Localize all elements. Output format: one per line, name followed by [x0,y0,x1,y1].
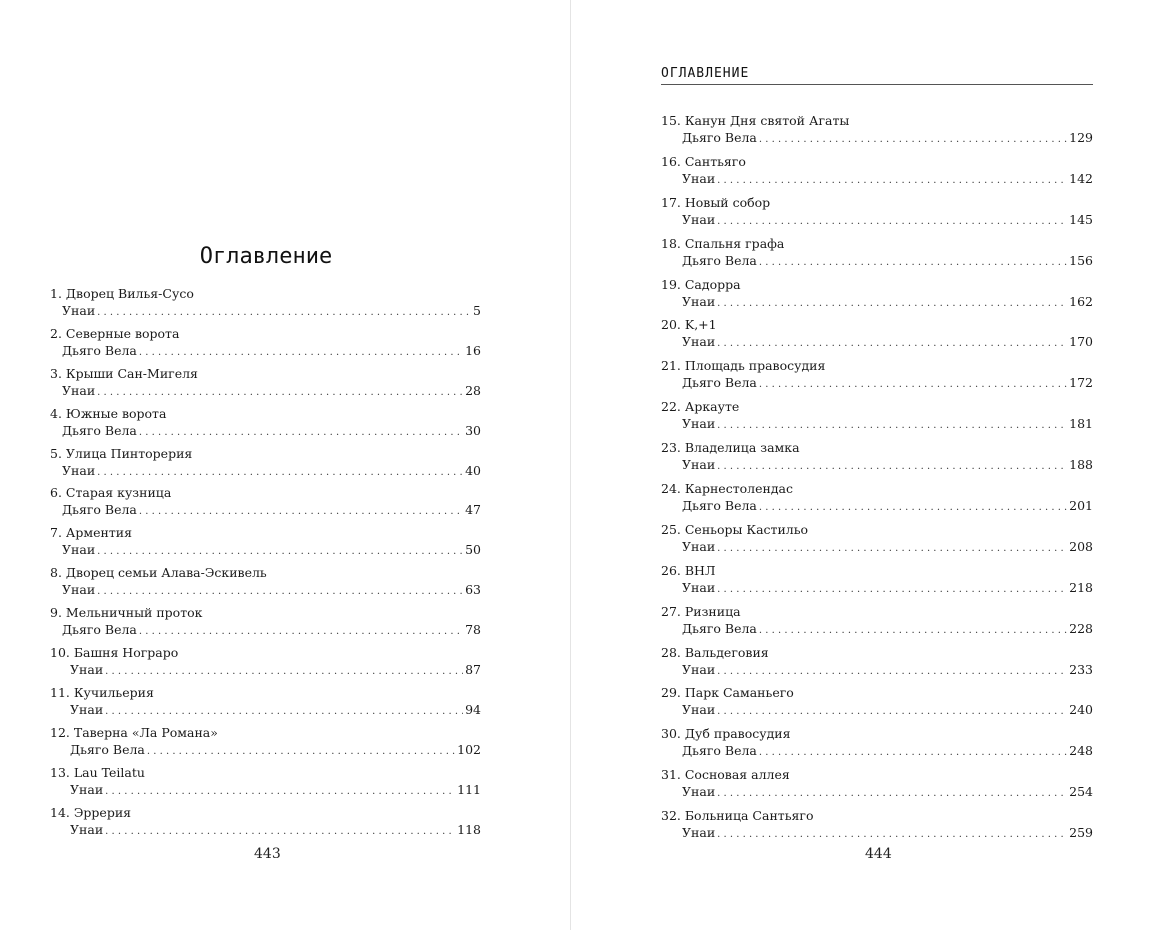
dot-leader [105,783,455,800]
dot-leader [139,503,463,520]
narrator: Дьяго Вела [682,498,757,514]
narrator: Унаи [682,211,716,227]
dot-leader [717,663,1067,680]
toc-entry[interactable] [661,276,1093,317]
dot-leader [717,458,1067,475]
toc-title: Оглавление [199,244,333,269]
chapter-title: 24. Карнестолендас [661,481,793,497]
toc-entry[interactable] [661,398,1093,439]
page-number: 259 [1069,825,1093,841]
dot-leader [139,424,463,441]
toc-entry[interactable] [661,235,1093,276]
dot-leader [717,295,1067,312]
toc-entry[interactable] [661,521,1093,562]
chapter-title: 17. Новый собор [661,194,771,210]
chapter-title: 6. Старая кузница [50,485,172,501]
dot-leader [717,335,1067,352]
chapter-title: 11. Кучильерия [50,684,154,700]
page-number: 254 [1069,784,1093,800]
chapter-title: 26. ВНЛ [661,562,716,578]
toc-entry[interactable] [50,405,481,445]
page-number: 248 [1069,743,1093,759]
toc-entry[interactable] [50,764,481,804]
chapter-title: 27. Ризница [661,603,741,619]
dot-leader [717,581,1067,598]
narrator: Унаи [62,582,96,598]
chapter-title: 9. Мельничный проток [50,605,203,621]
chapter-title: 15. Канун Дня святой Агаты [661,113,850,128]
toc-entry[interactable] [50,285,481,325]
narrator: Унаи [62,382,96,398]
narrator: Унаи [682,702,716,718]
toc-entry[interactable] [50,604,481,644]
page-number: 87 [465,662,481,678]
chapter-title: 28. Вальдеговия [661,644,769,660]
chapter-title: 2. Северные ворота [50,325,180,341]
dot-leader [105,663,463,680]
chapter-title: 16. Сантьяго [661,153,746,169]
page-number: 181 [1069,416,1093,432]
toc-entry[interactable] [50,325,481,365]
narrator: Унаи [62,542,96,558]
toc-entry[interactable] [661,766,1093,807]
page-number: 63 [465,582,481,598]
chapter-title: 8. Дворец семьи Алава-Эскивель [50,565,267,581]
narrator: Дьяго Вела [682,252,757,268]
narrator: Дьяго Вела [682,130,757,145]
dot-leader [759,744,1067,761]
toc-entry[interactable] [50,524,481,564]
toc-entry[interactable] [661,357,1093,398]
chapter-title: 32. Больница Сантьяго [661,808,814,824]
narrator: Унаи [682,416,716,432]
narrator: Унаи [682,538,716,554]
narrator: Унаи [682,579,716,595]
chapter-title: 5. Улица Пинторерия [50,445,193,461]
chapter-title: 19. Садорра [661,276,741,292]
page-number: 172 [1069,375,1093,391]
page-number: 78 [465,622,481,638]
page-number: 102 [457,741,481,757]
page-number: 16 [465,342,481,358]
narrator: Унаи [70,821,104,837]
page-number: 118 [457,821,481,837]
narrator: Дьяго Вела [682,743,757,759]
page-number: 201 [1069,498,1093,514]
narrator: Дьяго Вела [70,741,145,757]
dot-leader [139,344,463,361]
page-number: 94 [465,701,481,717]
dot-leader [97,304,471,321]
toc-entry[interactable] [661,684,1093,725]
page-number: 30 [465,422,481,438]
chapter-title: 23. Владелица замка [661,440,800,456]
toc-entry[interactable] [661,112,1093,153]
dot-leader [717,826,1067,843]
page-number: 129 [1069,130,1093,145]
toc-list-right [661,112,1093,848]
page-number: 5 [473,303,481,318]
narrator: Дьяго Вела [62,422,137,438]
chapter-title: 14. Эррерия [50,804,132,820]
page-number: 170 [1069,334,1093,350]
narrator: Унаи [682,170,716,186]
chapter-title: 3. Крыши Сан-Мигеля [50,365,198,381]
dot-leader [717,703,1067,720]
right-page [571,0,1149,930]
dot-leader [97,543,463,560]
narrator: Дьяго Вела [62,502,137,518]
dot-leader [717,213,1067,230]
dot-leader [97,464,463,481]
page-number: 142 [1069,170,1093,186]
narrator: Унаи [682,825,716,841]
page-number: 233 [1069,661,1093,677]
dot-leader [759,376,1067,393]
narrator: Дьяго Вела [682,620,757,636]
dot-leader [759,499,1067,516]
dot-leader [97,384,463,401]
chapter-title: 7. Арментия [50,525,132,541]
toc-entry[interactable] [661,725,1093,766]
chapter-title: 22. Аркауте [661,399,740,415]
page-number: 47 [465,502,481,518]
toc-entry[interactable] [661,153,1093,194]
toc-entry[interactable] [661,194,1093,235]
toc-entry[interactable] [661,807,1093,848]
chapter-title: 21. Площадь правосудия [661,358,826,374]
page-number: 28 [465,382,481,398]
narrator: Унаи [70,662,104,678]
chapter-title: 31. Сосновая аллея [661,767,790,783]
chapter-title: 4. Южные ворота [50,405,167,421]
page-number: 111 [457,781,481,797]
dot-leader [717,785,1067,802]
left-page [0,0,570,930]
toc-entry[interactable] [50,445,481,485]
toc-entry[interactable] [661,316,1093,357]
toc-entry[interactable] [50,684,481,724]
toc-entry[interactable] [50,724,481,764]
dot-leader [717,172,1067,189]
page-number: 156 [1069,252,1093,268]
toc-entry[interactable] [50,804,481,844]
dot-leader [97,583,463,600]
narrator: Унаи [62,462,96,478]
toc-entry[interactable] [661,480,1093,521]
dot-leader [759,131,1067,148]
running-head: ОГЛАВЛЕНИЕ [661,66,1093,85]
page-number: 240 [1069,702,1093,718]
narrator: Дьяго Вела [62,342,137,358]
dot-leader [759,254,1067,271]
page-number: 208 [1069,538,1093,554]
page-number: 228 [1069,620,1093,636]
toc-entry[interactable] [50,484,481,524]
narrator: Унаи [70,701,104,717]
page-number: 188 [1069,457,1093,473]
page-number: 40 [465,462,481,478]
toc-entry[interactable] [661,603,1093,644]
narrator: Унаи [682,293,716,309]
chapter-title: 20. K,+1 [661,317,717,333]
chapter-title: 29. Парк Саманьего [661,685,794,701]
chapter-title: 30. Дуб правосудия [661,726,791,742]
toc-entry[interactable] [50,365,481,405]
page-number: 162 [1069,293,1093,309]
dot-leader [105,823,455,840]
narrator: Дьяго Вела [682,375,757,391]
narrator: Дьяго Вела [62,622,137,638]
narrator: Унаи [682,457,716,473]
page-folio: 443 [254,846,281,862]
toc-entry[interactable] [661,562,1093,603]
dot-leader [759,622,1067,639]
dot-leader [147,743,455,760]
dot-leader [105,703,463,720]
narrator: Унаи [682,784,716,800]
page-number: 218 [1069,579,1093,595]
chapter-title: 18. Спальня графа [661,235,785,251]
chapter-title: 25. Сеньоры Кастильо [661,521,809,537]
chapter-title: 12. Таверна «Ла Романа» [50,724,218,740]
chapter-title: 1. Дворец Вилья-Сусо [50,286,194,301]
toc-entry[interactable] [661,644,1093,685]
page-number: 145 [1069,211,1093,227]
dot-leader [717,417,1067,434]
toc-entry[interactable] [50,564,481,604]
page-number: 50 [465,542,481,558]
dot-leader [139,623,463,640]
page-folio: 444 [865,846,892,862]
toc-list-left [50,285,481,843]
chapter-title: 13. Lau Teilatu [50,764,145,780]
toc-entry[interactable] [661,439,1093,480]
narrator: Унаи [62,303,96,318]
narrator: Унаи [682,334,716,350]
narrator: Унаи [70,781,104,797]
dot-leader [717,540,1067,557]
toc-entry[interactable] [50,644,481,684]
narrator: Унаи [682,661,716,677]
chapter-title: 10. Башня Нограро [50,645,179,661]
